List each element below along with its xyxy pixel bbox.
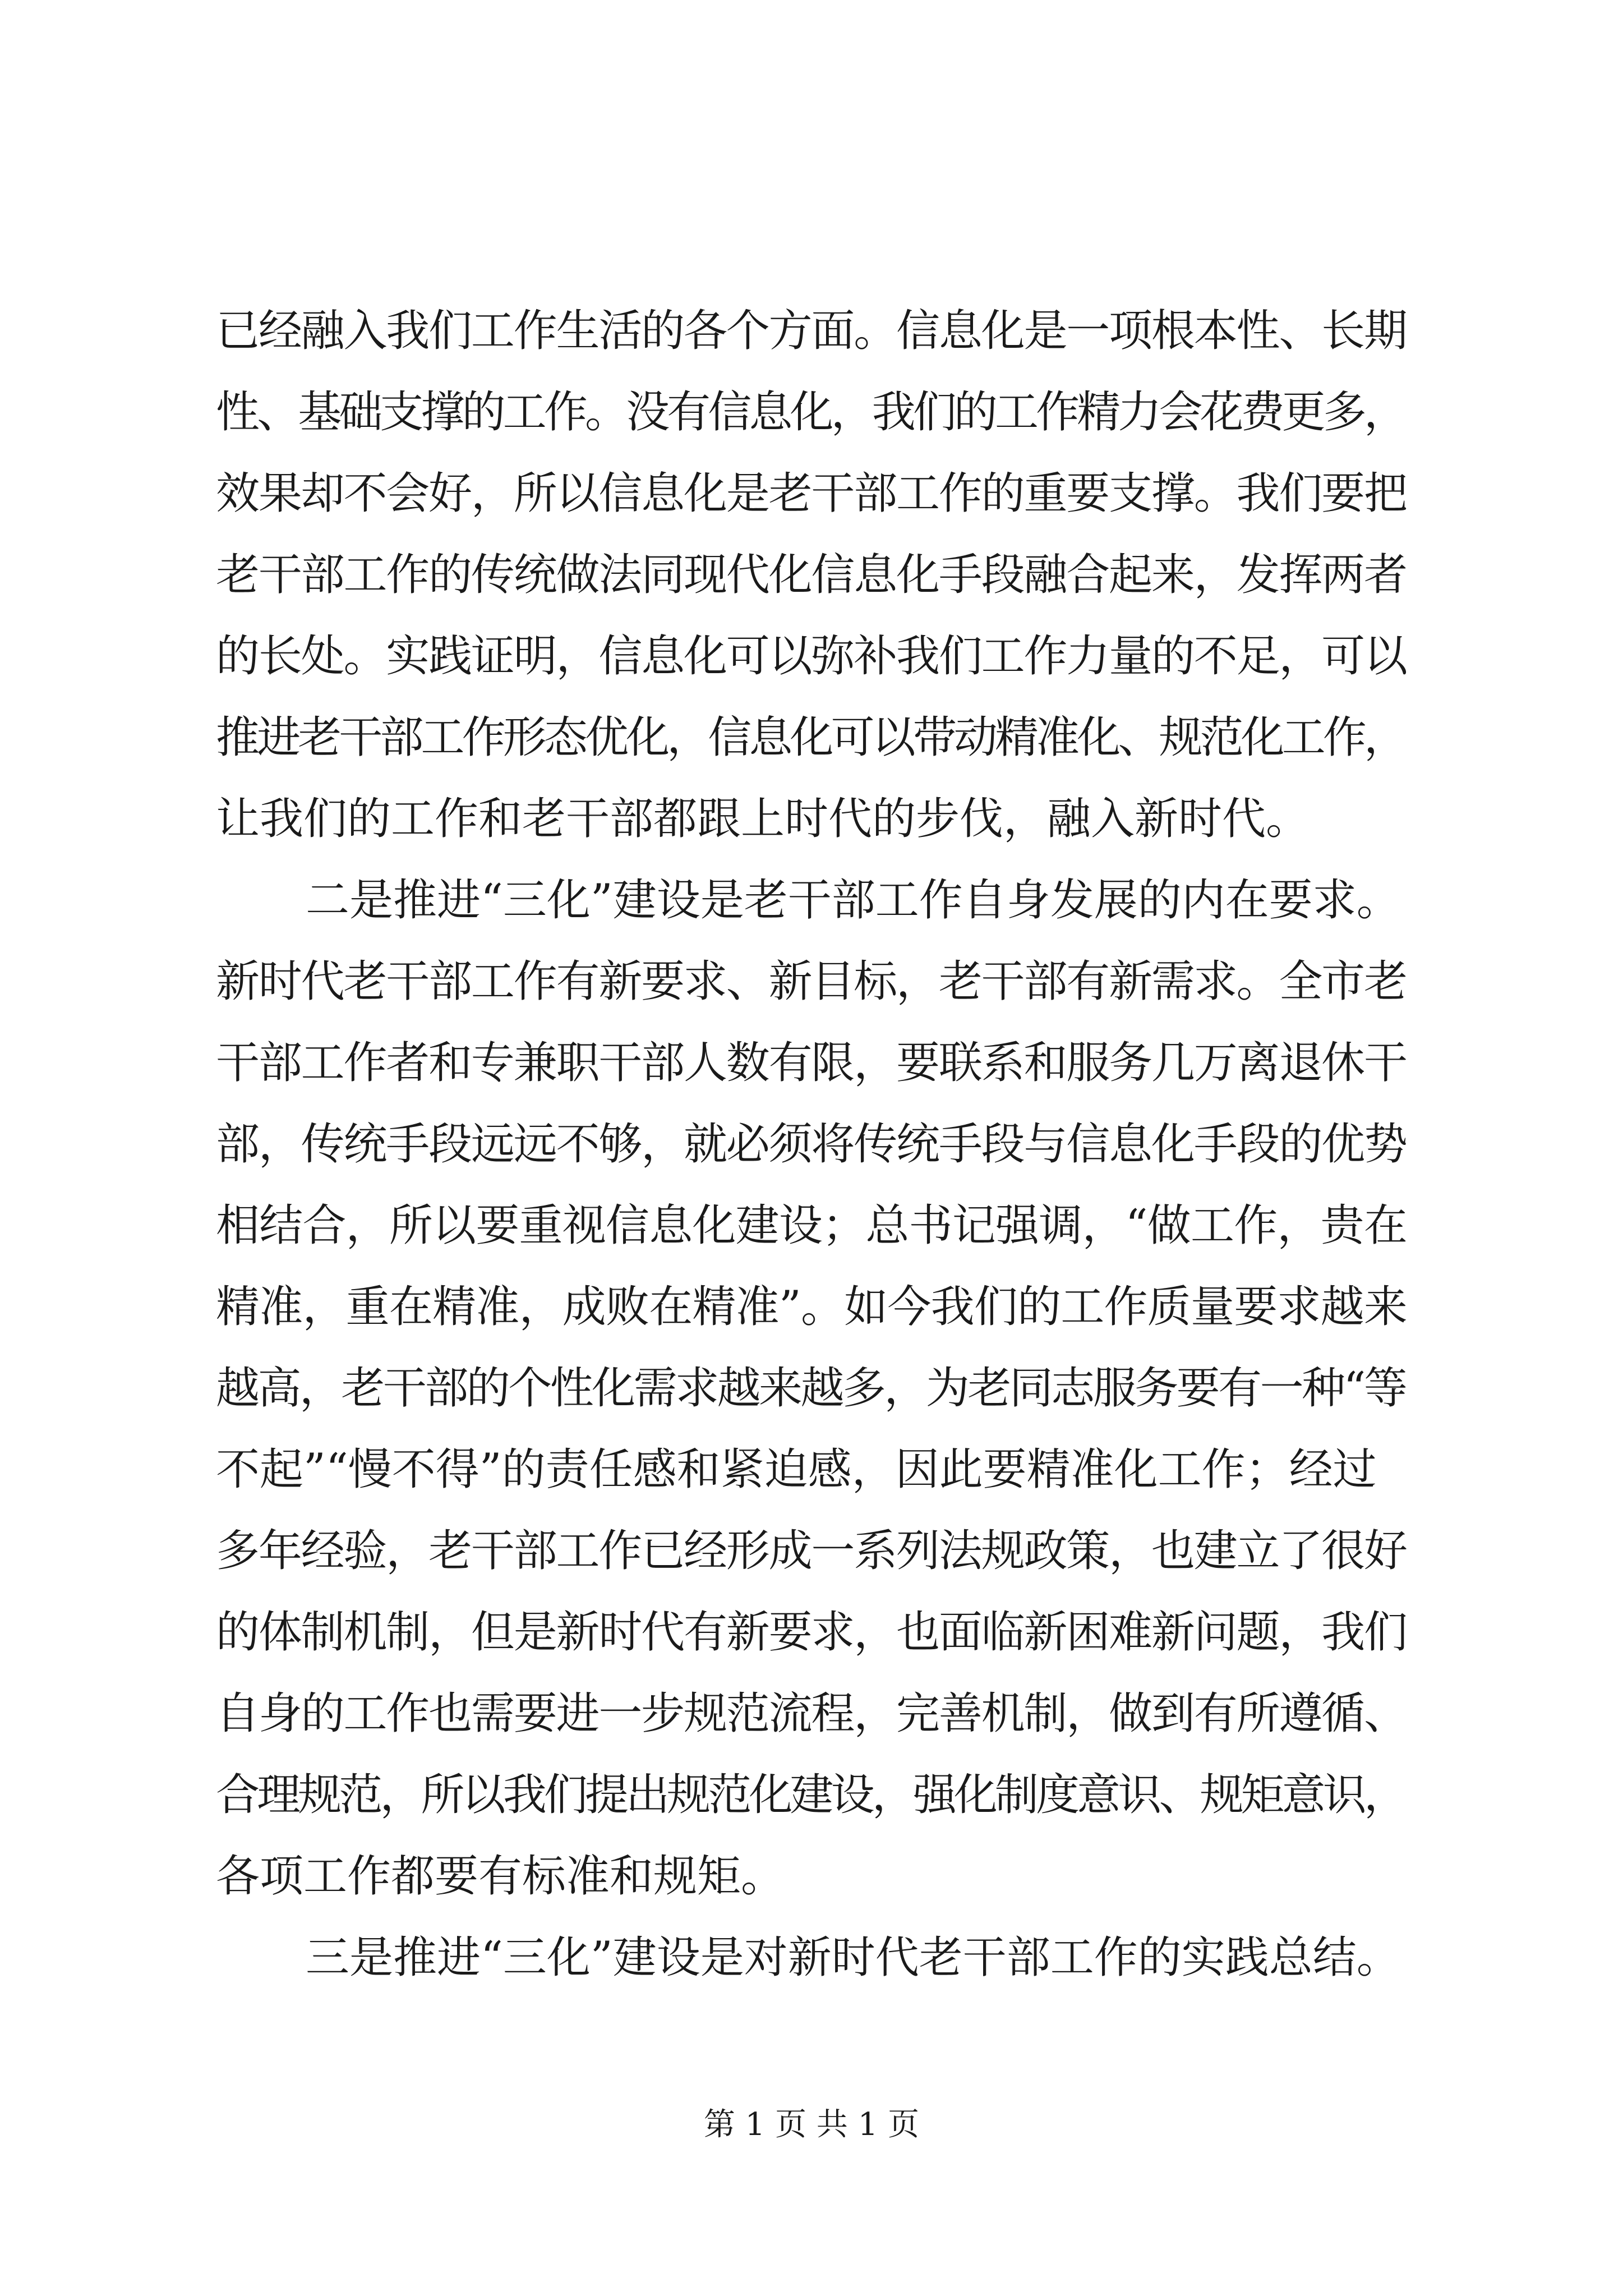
text-line: 精准，重在精准，成败在精准”。如今我们的工作质量要求越来: [216, 1282, 1408, 1332]
text-line: 多年经验，老干部工作已经形成一系列法规政策，也建立了很好: [216, 1526, 1407, 1576]
text-line: 已经融入我们工作生活的各个方面。信息化是一项根本性、长期: [216, 306, 1407, 356]
text-line: 相结合，所以要重视信息化建设；总书记强调，“做工作，贵在: [216, 1200, 1408, 1251]
page-footer: 第 1 页 共 1 页: [703, 2106, 920, 2143]
text-line: 合理规范，所以我们提出规范化建设，强化制度意识、规矩意识，: [216, 1770, 1405, 1820]
text-line: 越高，老干部的个性化需求越来越多，为老同志服务要有一种“等: [216, 1363, 1406, 1414]
text-line: 老干部工作的传统做法同现代化信息化手段融合起来，发挥两者: [216, 550, 1407, 600]
text-line: 各项工作都要有标准和规矩。: [216, 1851, 785, 1902]
text-line: 自身的工作也需要进一步规范流程，完善机制，做到有所遵循、: [216, 1688, 1407, 1739]
text-line: 干部工作者和专兼职干部人数有限，要联系和服务几万离退休干: [216, 1038, 1407, 1088]
paragraph-first-line: 二是推进“三化”建设是老干部工作自身发展的内在要求。: [306, 875, 1400, 926]
text-line: 的体制机制，但是新时代有新要求，也面临新困难新问题，我们: [216, 1607, 1407, 1658]
text-line: 新时代老干部工作有新要求、新目标，老干部有新需求。全市老: [216, 956, 1407, 1007]
text-line: 让我们的工作和老干部都跟上时代的步伐，融入新时代。: [216, 794, 1310, 844]
text-line: 不起”“慢不得”的责任感和紧迫感，因此要精准化工作；经过: [216, 1444, 1377, 1495]
text-line: 推进老干部工作形态优化，信息化可以带动精准化、规范化工作，: [216, 712, 1405, 763]
paragraph-first-line: 三是推进“三化”建设是对新时代老干部工作的实践总结。: [306, 1932, 1400, 1983]
text-line: 部，传统手段远远不够，就必须将传统手段与信息化手段的优势: [216, 1119, 1407, 1170]
text-line: 性、基础支撑的工作。没有信息化，我们的工作精力会花费更多，: [216, 387, 1405, 438]
text-line: 的长处。实践证明，信息化可以弥补我们工作力量的不足，可以: [216, 631, 1407, 682]
text-line: 效果却不会好，所以信息化是老干部工作的重要支撑。我们要把: [216, 468, 1407, 519]
